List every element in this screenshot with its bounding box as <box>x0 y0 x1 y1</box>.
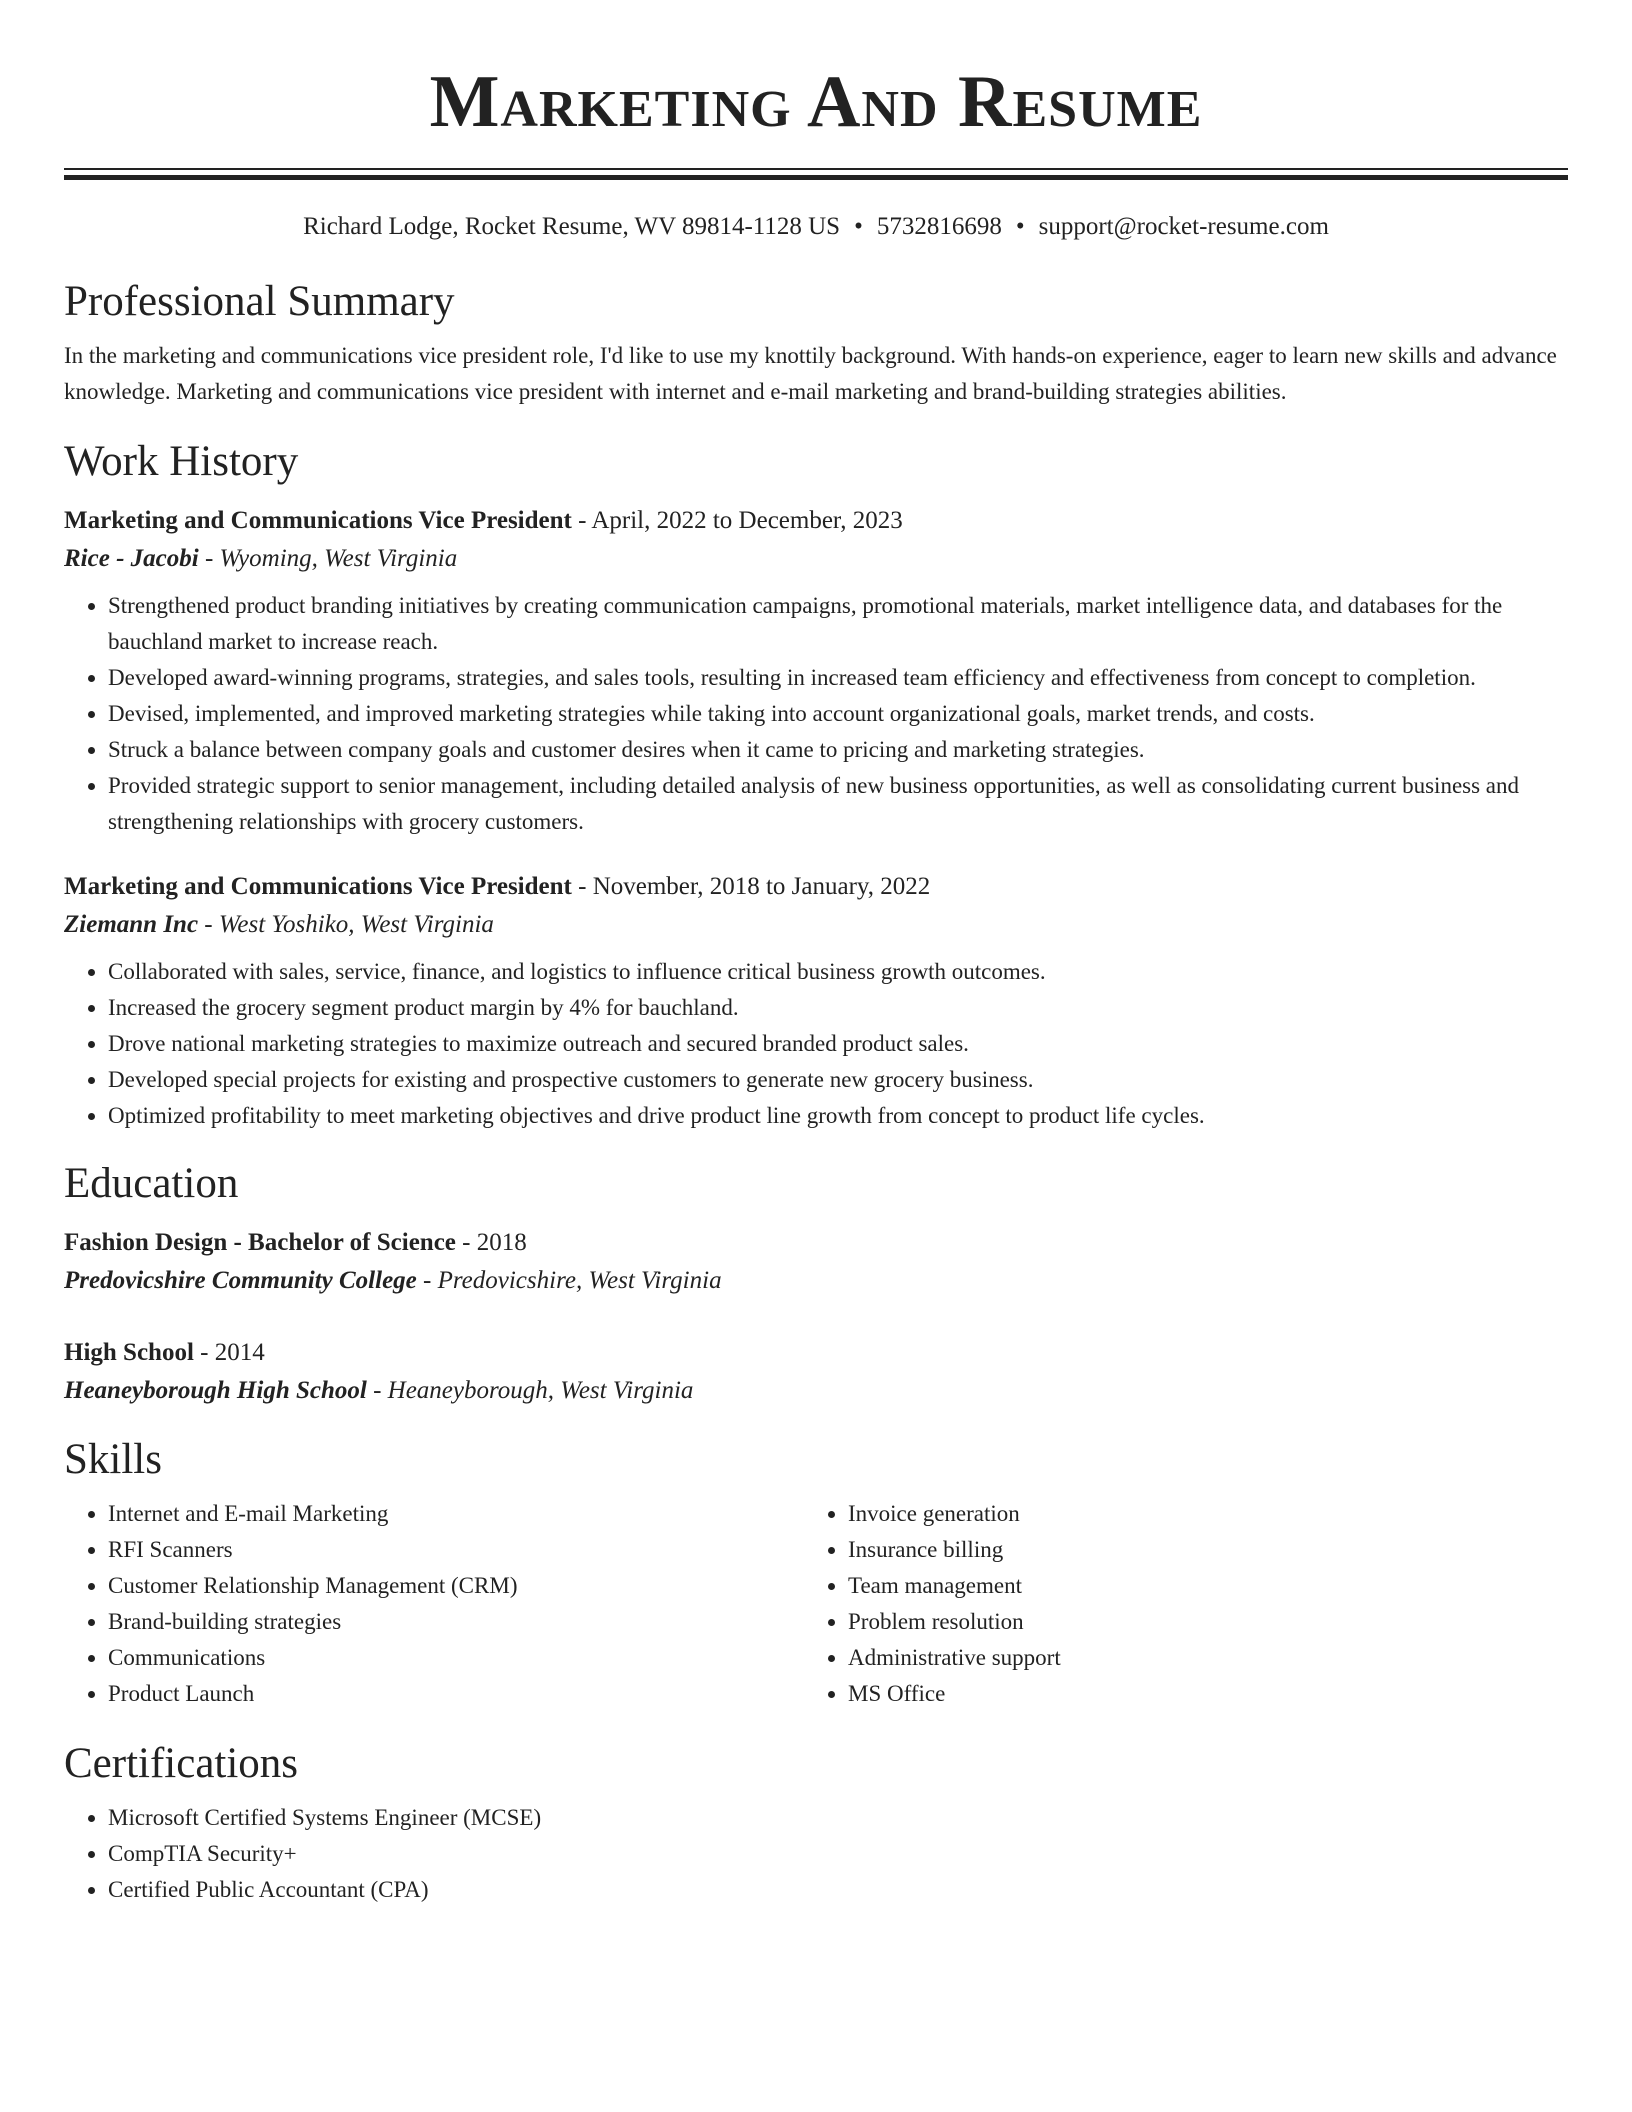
contact-line <box>64 210 1568 244</box>
job-company: Ziemann Inc <box>64 911 199 938</box>
summary-section <box>64 276 1568 410</box>
contact-address: Richard Lodge, Rocket Resume, WV 89814-1128 US <box>303 213 841 240</box>
contact-email: support@rocket-resume.com <box>1038 213 1329 240</box>
education-degree: Fashion Design - Bachelor of Science <box>64 1229 456 1256</box>
list-item: • Optimized profitability to meet marketing objectives and drive product line growth from concept to product life cycles. <box>108 1098 1568 1134</box>
certifications-heading: Certifications <box>64 1740 299 1787</box>
skills-grid <box>64 1496 1568 1712</box>
job-role: Marketing and Communications Vice President <box>64 507 572 534</box>
education-degree: High School <box>64 1339 194 1366</box>
skills-column-left <box>64 1496 804 1712</box>
job-company: Rice - Jacobi <box>64 545 199 572</box>
education-heading: Education <box>64 1160 239 1207</box>
education-school-line <box>64 1262 1568 1300</box>
job-employer <box>64 906 1568 944</box>
job-header <box>64 868 1568 906</box>
education-header <box>64 1334 1568 1372</box>
skill-item: • Internet and E-mail Marketing <box>108 1496 804 1532</box>
skill-item: • Customer Relationship Management (CRM) <box>108 1568 804 1604</box>
job-entry <box>64 502 1568 840</box>
list-item: • Struck a balance between company goals and customer desires when it came to pricing and marketing strategies. <box>108 732 1568 768</box>
resume-title: Marketing And Resume <box>429 61 1203 143</box>
summary-text: In the marketing and communications vice president role, I'd like to use my knottily background. With hands-on experience, eager to learn new skills and advance knowledge. Marketing and communications vice president with internet and e-mail marketing and brand-building strategies abilities. <box>64 343 1557 404</box>
list-item: • Developed award-winning programs, strategies, and sales tools, resulting in increased team efficiency and effectiveness from concept to completion. <box>108 660 1568 696</box>
skill-item: • Product Launch <box>108 1676 804 1712</box>
education-location: - Predovicshire, West Virginia <box>416 1267 722 1294</box>
skills-column-right <box>804 1496 1544 1712</box>
education-school: Heaneyborough High School <box>64 1377 367 1404</box>
list-item: • Drove national marketing strategies to maximize outreach and secured branded product sales. <box>108 1026 1568 1062</box>
job-dates: - November, 2018 to January, 2022 <box>571 873 931 900</box>
list-item: • Provided strategic support to senior management, including detailed analysis of new business opportunities, as well as consolidating current business and strengthening relationships with grocery customers. <box>108 768 1568 840</box>
education-header <box>64 1224 1568 1262</box>
job-header <box>64 502 1568 540</box>
job-bullets <box>64 954 1568 1134</box>
skills-heading: Skills <box>64 1436 162 1483</box>
summary-heading: Professional Summary <box>64 278 455 325</box>
job-location: - Wyoming, West Virginia <box>198 545 458 572</box>
contact-separator: • <box>1015 213 1025 240</box>
education-year: - 2014 <box>193 1339 265 1366</box>
list-item: • Developed special projects for existing and prospective customers to generate new grocery business. <box>108 1062 1568 1098</box>
certification-item: • CompTIA Security+ <box>108 1836 1568 1872</box>
skills-section <box>64 1434 1568 1712</box>
list-item: • Strengthened product branding initiatives by creating communication campaigns, promotional materials, market intelligence data, and databases for the bauchland market to increase reach. <box>108 588 1568 660</box>
education-school: Predovicshire Community College <box>64 1267 417 1294</box>
skill-item: • Problem resolution <box>848 1604 1544 1640</box>
contact-separator: • <box>854 213 863 240</box>
title-divider-thin <box>64 168 1568 170</box>
job-entry <box>64 868 1568 1134</box>
education-entry <box>64 1334 1568 1410</box>
skill-item: • MS Office <box>848 1676 1544 1712</box>
skill-item: • Brand-building strategies <box>108 1604 804 1640</box>
education-entry <box>64 1224 1568 1300</box>
education-location: - Heaneyborough, West Virginia <box>366 1377 694 1404</box>
job-dates: - April, 2022 to December, 2023 <box>571 507 903 534</box>
education-year: - 2018 <box>455 1229 527 1256</box>
certifications-list <box>64 1800 1568 1908</box>
contact-phone: 5732816698 <box>876 213 1002 240</box>
job-bullets <box>64 588 1568 840</box>
title-divider-thick <box>64 175 1568 180</box>
education-school-line <box>64 1372 1568 1410</box>
skill-item: • Administrative support <box>848 1640 1544 1676</box>
education-section <box>64 1158 1568 1410</box>
certification-item: • Microsoft Certified Systems Engineer (MCSE) <box>108 1800 1568 1836</box>
skill-item: • Insurance billing <box>848 1532 1544 1568</box>
job-role: Marketing and Communications Vice President <box>64 873 572 900</box>
skill-item: • Communications <box>108 1640 804 1676</box>
list-item: • Collaborated with sales, service, finance, and logistics to influence critical business growth outcomes. <box>108 954 1568 990</box>
job-location: - West Yoshiko, West Virginia <box>198 911 494 938</box>
skill-item: • RFI Scanners <box>108 1532 804 1568</box>
skill-item: • Invoice generation <box>848 1496 1544 1532</box>
work-history-heading: Work History <box>64 438 299 485</box>
certifications-section <box>64 1738 1568 1908</box>
work-history-section <box>64 436 1568 1134</box>
list-item: • Devised, implemented, and improved marketing strategies while taking into account organizational goals, market trends, and costs. <box>108 696 1568 732</box>
certification-item: • Certified Public Accountant (CPA) <box>108 1872 1568 1908</box>
job-employer <box>64 540 1568 578</box>
list-item: • Increased the grocery segment product margin by 4% for bauchland. <box>108 990 1568 1026</box>
skill-item: • Team management <box>848 1568 1544 1604</box>
